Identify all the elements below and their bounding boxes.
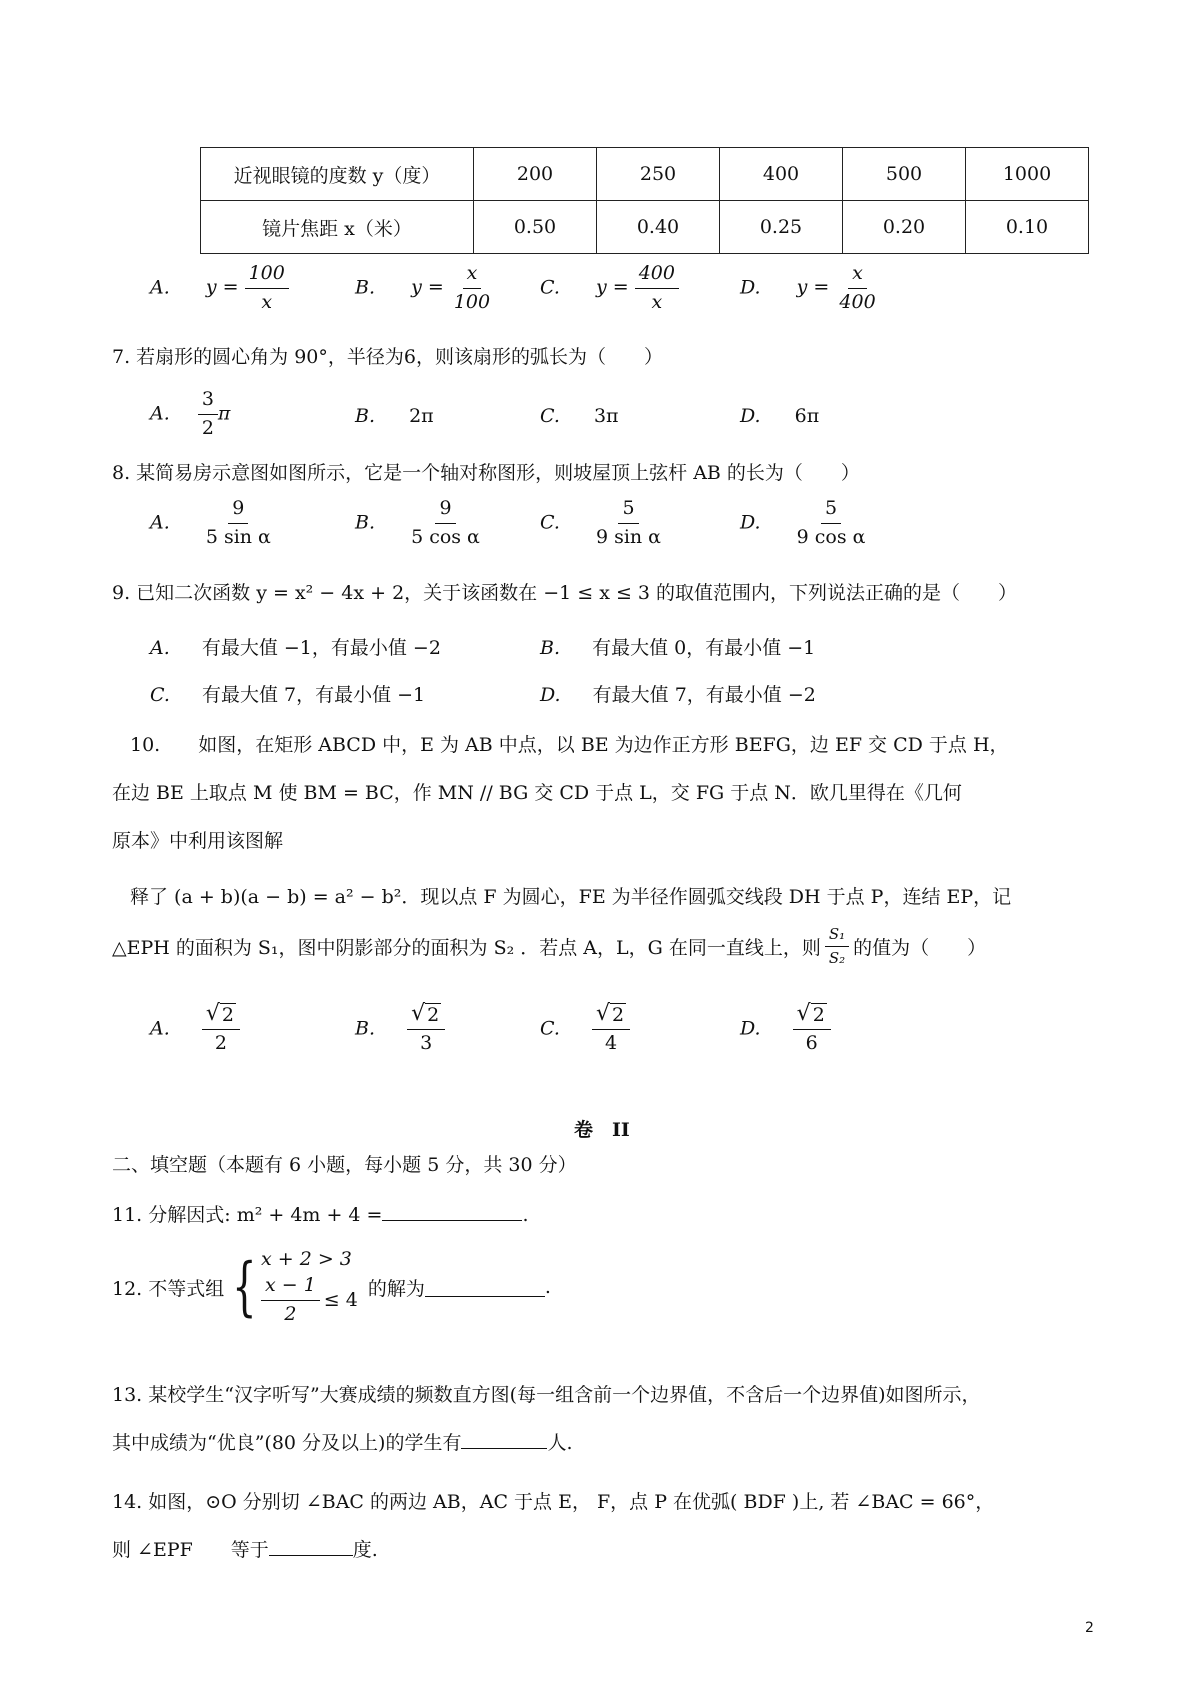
q10-option-c: C. √ 2 4 [540, 1003, 630, 1056]
q9-option-d: D. 有最大值 7，有最小值 −2 [540, 684, 816, 706]
table-header-cell: 近视眼镜的度数 y（度） [201, 148, 474, 201]
q10-option-b: B. √ 2 3 [355, 1003, 445, 1056]
table-cell: 250 [597, 148, 720, 201]
q10-line-5: △EPH 的面积为 S₁，图中阴影部分的面积为 S₂ ．若点 A，L，G 在同一直线上，则 $\frac{\text{S₁}}{\text{S₂}}$ 的值为（ ） [112, 925, 987, 967]
table-cell: 200 [474, 148, 597, 201]
data-table [200, 147, 1089, 254]
q8-option-b: B. $\frac{9}{\text{5 cos α}}$ [355, 497, 480, 548]
q7-option-c: C. 3π [540, 405, 619, 427]
q6-option-a: A. y = $\frac{100}{x}$ [150, 262, 289, 315]
section-title: 卷 II [574, 1119, 630, 1141]
q13-line-1: 13. 某校学生“汉字听写”大赛成绩的频数直方图(每一组含前一个边界值，不含后一个边界值)如图所示， [112, 1384, 981, 1406]
q8-stem: 8. 某简易房示意图如图所示，它是一个轴对称图形，则坡屋顶上弦杆 AB 的长为（ ） [112, 462, 860, 484]
q13-answer-blank[interactable] [461, 1430, 547, 1449]
page-number: 2 [1085, 1620, 1094, 1636]
q8-option-c: C. $\frac{5}{\text{9 sin α}}$ [540, 497, 662, 548]
q14-line-1: 14. 如图，⊙O 分别切 ∠BAC 的两边 AB，AC 于点 E， F，点 P 在优弧( BDF )上, 若 ∠BAC = 66°， [112, 1491, 995, 1513]
q11: 11. 分解因式: m² + 4m + 4 = . [112, 1204, 529, 1226]
brace-symbol: { [232, 1250, 257, 1325]
table-cell: 1000 [966, 148, 1089, 201]
section-heading: 二、填空题（本题有 6 小题，每小题 5 分，共 30 分） [112, 1154, 577, 1176]
q10-line-4: 释了 (a + b)(a − b) = a² − b²．现以点 F 为圆心，FE 为半径作圆弧交线段 DH 于点 P，连结 EP，记 [130, 886, 1012, 908]
q8-option-a: A. $\frac{9}{\text{5 sin α}}$ [150, 497, 271, 548]
q10-line-1: 10. 如图，在矩形 ABCD 中，E 为 AB 中点，以 BE 为边作正方形 BEFG，边 EF 交 CD 于点 H， [130, 734, 1009, 756]
table-header-cell: 镜片焦距 x（米） [201, 201, 474, 254]
q6-option-b: B. y = $\frac{x}{100}$ [355, 262, 491, 313]
q8-option-d: D. $\frac{5}{\text{9 cos α}}$ [740, 497, 866, 548]
table-cell: 500 [843, 148, 966, 201]
q10-option-d: D. √ 2 6 [740, 1003, 831, 1056]
table-cell: 400 [720, 148, 843, 201]
q6-option-c: C. y = $\frac{400}{x}$ [540, 262, 679, 315]
q10-line-3: 原本》中利用该图解 [112, 830, 284, 852]
q10-option-a: A. √ 2 2 [150, 1003, 240, 1056]
q10-line-2: 在边 BE 上取点 M 使 BM = BC，作 MN // BG 交 CD 于点 L，交 FG 于点 N．欧几里得在《几何 [112, 782, 962, 804]
q12-answer-blank[interactable] [425, 1278, 545, 1297]
table-cell: 0.10 [966, 201, 1089, 254]
q9-option-c: C. 有最大值 7，有最小值 −1 [150, 684, 426, 706]
q12: 12. 不等式组 { x + 2 > 3 $\frac{x - 1}{2}$ ≤ 4 的解为 . [112, 1248, 551, 1325]
q9-option-a: A. 有最大值 −1，有最小值 −2 [150, 637, 441, 659]
table-cell: 0.20 [843, 201, 966, 254]
table-row [201, 148, 1089, 201]
table-row [201, 201, 1089, 254]
q7-option-d: D. 6π [740, 405, 820, 427]
table-cell: 0.40 [597, 201, 720, 254]
q9-stem: 9. 已知二次函数 y = x² − 4x + 2，关于该函数在 −1 ≤ x ≤ 3 的取值范围内，下列说法正确的是（ ） [112, 582, 1018, 604]
q11-answer-blank[interactable] [382, 1202, 522, 1221]
q6-option-d: D. y = $\frac{x}{400}$ [740, 262, 876, 313]
q9-option-b: B. 有最大值 0，有最小值 −1 [540, 637, 816, 659]
q7-option-a: A. $\frac{3}{2}$ π [150, 388, 231, 439]
q7-stem: 7. 若扇形的圆心角为 90°，半径为6，则该扇形的弧长为（ ） [112, 346, 663, 368]
inequality-system: x + 2 > 3 $\frac{x - 1}{2}$ ≤ 4 [260, 1248, 358, 1325]
q13-line-2: 其中成绩为“优良”(80 分及以上)的学生有 人. [112, 1432, 573, 1454]
q14-line-2: 则 ∠EPF 等于 度. [112, 1539, 378, 1561]
table-cell: 0.25 [720, 201, 843, 254]
table-cell: 0.50 [474, 201, 597, 254]
q7-option-b: B. 2π [355, 405, 434, 427]
q14-answer-blank[interactable] [269, 1537, 353, 1556]
